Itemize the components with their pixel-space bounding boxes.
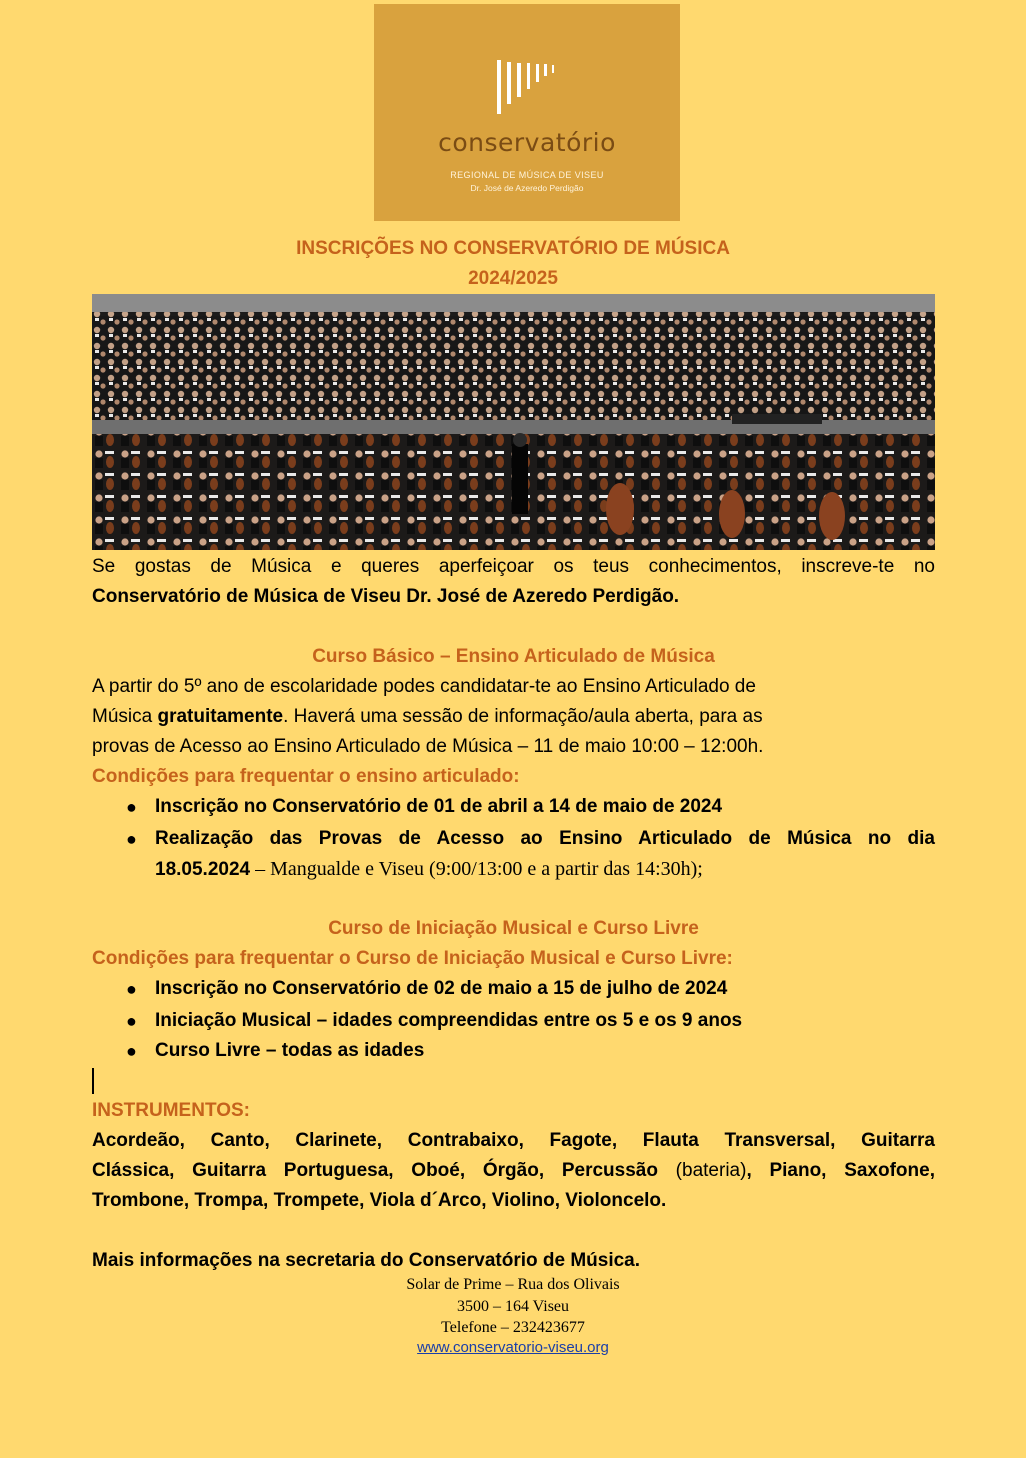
basic-course-heading: Curso Básico – Ensino Articulado de Música: [312, 646, 715, 667]
intro-line-2: Conservatório de Música de Viseu Dr. José de Azeredo Perdigão.: [92, 586, 680, 607]
free-highlight: gratuitamente: [157, 706, 284, 727]
initiation-bullet-3: Curso Livre – todas as idades: [155, 1040, 425, 1061]
initiation-bullet-2: Iniciação Musical – idades compreendidas entre os 5 e os 9 anos: [155, 1010, 743, 1031]
initiation-heading: Curso de Iniciação Musical e Curso Livre: [328, 918, 699, 939]
text-cursor: [92, 1068, 94, 1094]
address-line-1: Solar de Prime – Rua dos Olivais: [406, 1276, 620, 1293]
instruments-line-1: Acordeão, Canto, Clarinete, Contrabaixo, Fagote, Flauta Transversal, Guitarra: [92, 1130, 935, 1151]
basic-conditions-heading: Condições para frequentar o ensino articulado:: [92, 766, 520, 787]
logo-name: conservatório: [438, 128, 616, 157]
bullet-icon: ●: [126, 1041, 137, 1061]
orchestra-photo: [92, 294, 935, 550]
website-link-row: [0, 1337, 1026, 1358]
basic-bullet-2-line-2: 18.05.2024 – Mangualde e Viseu (9:00/13:00 e a partir das 14:30h);: [155, 858, 703, 880]
page-year: 2024/2025: [468, 268, 558, 289]
bullet-icon: ●: [126, 829, 137, 849]
instruments-line-3: Trombone, Trompa, Trompete, Viola d´Arco, Violino, Violoncelo.: [92, 1190, 667, 1211]
basic-bullet-2-line-1: Realização das Provas de Acesso ao Ensino Articulado de Música no dia: [155, 828, 935, 849]
bullet-icon: ●: [126, 979, 137, 999]
instruments-heading: INSTRUMENTOS:: [92, 1100, 250, 1121]
logo-patron: Dr. José de Azeredo Perdigão: [470, 183, 584, 193]
phone: Telefone – 232423677: [441, 1319, 585, 1336]
page-title: INSCRIÇÕES NO CONSERVATÓRIO DE MÚSICA: [296, 238, 730, 259]
bullet-icon: ●: [126, 1011, 137, 1031]
basic-paragraph-line-1: A partir do 5º ano de escolaridade podes candidatar-te ao Ensino Articulado de: [92, 676, 756, 697]
bullet-icon: ●: [126, 797, 137, 817]
initiation-conditions-heading: Condições para frequentar o Curso de Iniciação Musical e Curso Livre:: [92, 948, 733, 969]
initiation-bullet-1: Inscrição no Conservatório de 02 de maio a 15 de julho de 2024: [155, 978, 728, 999]
instruments-line-2: Clássica, Guitarra Portuguesa, Oboé, Órgão, Percussão (bateria), Piano, Saxofone,: [92, 1160, 935, 1181]
conservatorio-logo: [374, 4, 680, 221]
website-link[interactable]: www.conservatorio-viseu.org: [417, 1339, 609, 1356]
basic-paragraph-line-2: Música gratuitamente. Haverá uma sessão de informação/aula aberta, para as: [92, 706, 763, 727]
basic-bullet-1: Inscrição no Conservatório de 01 de abril a 14 de maio de 2024: [155, 796, 723, 817]
basic-paragraph-line-3: provas de Acesso ao Ensino Articulado de Música – 11 de maio 10:00 – 12:00h.: [92, 736, 764, 757]
logo-subtitle: REGIONAL DE MÚSICA DE VISEU: [450, 170, 604, 180]
intro-line-1: Se gostas de Música e queres aperfeiçoar os teus conhecimentos, inscreve-te no: [92, 556, 935, 577]
logo-pipes-icon: [497, 60, 557, 114]
more-info: Mais informações na secretaria do Conservatório de Música.: [92, 1250, 641, 1271]
address-line-2: 3500 – 164 Viseu: [456, 1298, 570, 1315]
